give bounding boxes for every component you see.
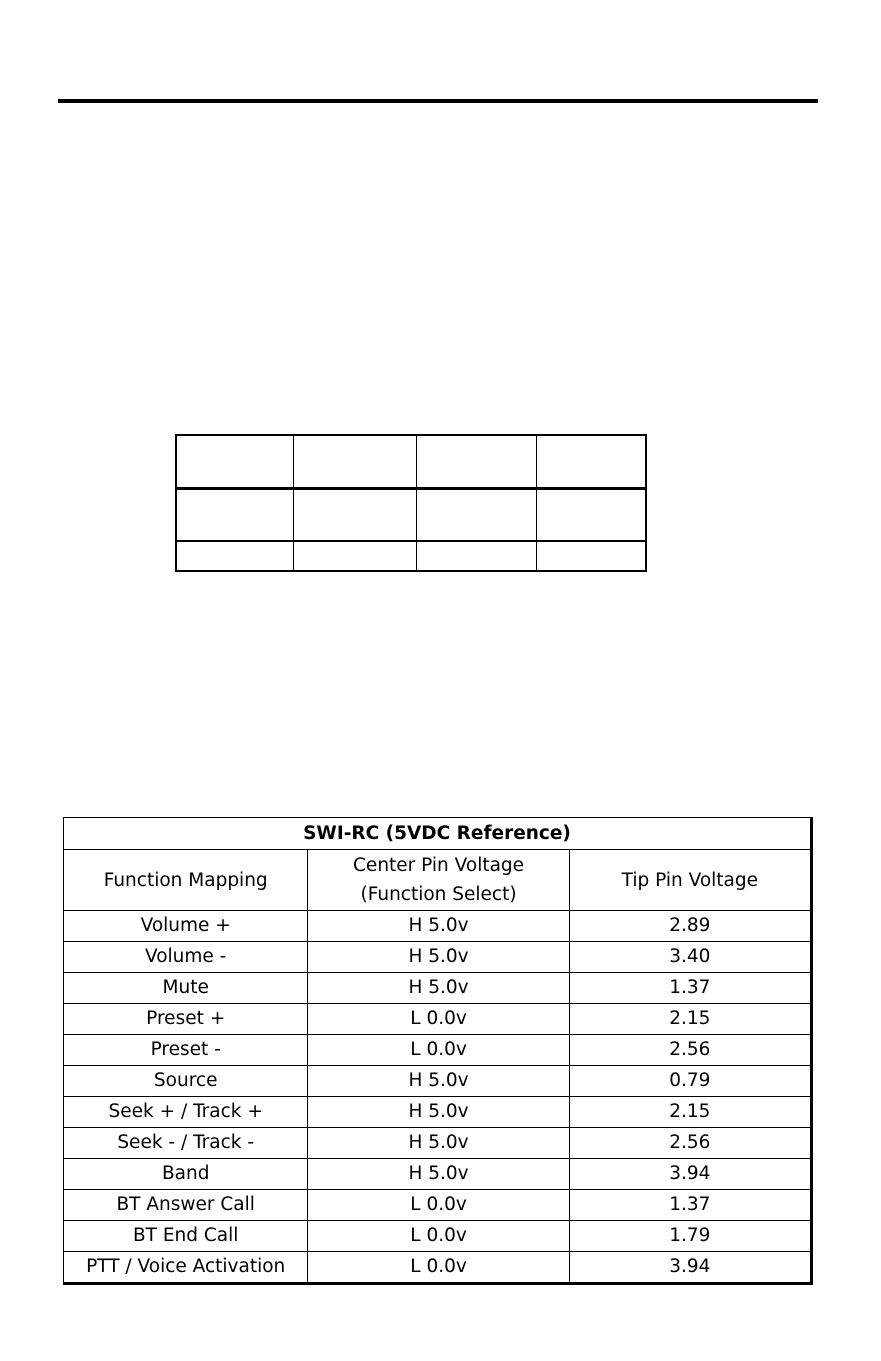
cell-function: Seek - / Track - [64, 1128, 308, 1159]
empty-grid-row [176, 435, 646, 489]
cell-tip-pin: 2.56 [569, 1128, 811, 1159]
empty-grid-row [176, 541, 646, 571]
empty-cell [176, 489, 293, 542]
cell-center-pin: L 0.0v [308, 1004, 569, 1035]
empty-cell [293, 435, 416, 489]
cell-tip-pin: 1.79 [569, 1221, 811, 1252]
empty-cell [536, 435, 646, 489]
table-header-row [64, 850, 812, 911]
cell-center-pin: L 0.0v [308, 1252, 569, 1284]
table-row [64, 973, 812, 1004]
table-row [64, 1190, 812, 1221]
cell-function: Volume - [64, 942, 308, 973]
cell-function: Source [64, 1066, 308, 1097]
header-tip-pin-voltage: Tip Pin Voltage [569, 850, 811, 911]
table-row [64, 1252, 812, 1284]
header-center-line1: Center Pin Voltage [353, 855, 525, 876]
empty-cell [293, 489, 416, 542]
cell-tip-pin: 1.37 [569, 973, 811, 1004]
table-body [64, 911, 812, 1284]
empty-cell [176, 541, 293, 571]
empty-cell [416, 489, 536, 542]
empty-cell [416, 435, 536, 489]
cell-function: BT Answer Call [64, 1190, 308, 1221]
table-title: SWI-RC (5VDC Reference) [64, 818, 812, 850]
header-function-mapping: Function Mapping [64, 850, 308, 911]
cell-function: Volume + [64, 911, 308, 942]
empty-grid-table [175, 434, 647, 572]
cell-center-pin: L 0.0v [308, 1190, 569, 1221]
cell-tip-pin: 1.37 [569, 1190, 811, 1221]
cell-tip-pin: 3.40 [569, 942, 811, 973]
swi-rc-table [63, 817, 813, 1285]
cell-tip-pin: 3.94 [569, 1252, 811, 1284]
table-row [64, 1066, 812, 1097]
table-row [64, 1128, 812, 1159]
table-row [64, 1221, 812, 1252]
table-row [64, 1097, 812, 1128]
cell-function: Preset + [64, 1004, 308, 1035]
empty-cell [536, 541, 646, 571]
table-row [64, 1004, 812, 1035]
cell-center-pin: H 5.0v [308, 973, 569, 1004]
table-row [64, 942, 812, 973]
cell-tip-pin: 2.56 [569, 1035, 811, 1066]
cell-center-pin: L 0.0v [308, 1221, 569, 1252]
top-horizontal-rule [58, 99, 818, 103]
cell-tip-pin: 3.94 [569, 1159, 811, 1190]
empty-cell [536, 489, 646, 542]
cell-function: Band [64, 1159, 308, 1190]
cell-center-pin: H 5.0v [308, 942, 569, 973]
empty-cell [176, 435, 293, 489]
cell-center-pin: H 5.0v [308, 1066, 569, 1097]
header-center-pin-voltage [308, 850, 569, 911]
table-title-row [64, 818, 812, 850]
cell-center-pin: H 5.0v [308, 1159, 569, 1190]
table-row [64, 911, 812, 942]
cell-function: Seek + / Track + [64, 1097, 308, 1128]
cell-tip-pin: 2.15 [569, 1097, 811, 1128]
empty-grid-row [176, 489, 646, 542]
header-center-line2: (Function Select) [360, 884, 517, 905]
cell-tip-pin: 2.89 [569, 911, 811, 942]
cell-center-pin: L 0.0v [308, 1035, 569, 1066]
cell-center-pin: H 5.0v [308, 1097, 569, 1128]
cell-center-pin: H 5.0v [308, 1128, 569, 1159]
cell-function: Preset - [64, 1035, 308, 1066]
table-row [64, 1159, 812, 1190]
table-row [64, 1035, 812, 1066]
cell-tip-pin: 0.79 [569, 1066, 811, 1097]
cell-function: Mute [64, 973, 308, 1004]
cell-function: PTT / Voice Activation [64, 1252, 308, 1284]
empty-cell [416, 541, 536, 571]
cell-center-pin: H 5.0v [308, 911, 569, 942]
cell-tip-pin: 2.15 [569, 1004, 811, 1035]
cell-function: BT End Call [64, 1221, 308, 1252]
empty-cell [293, 541, 416, 571]
